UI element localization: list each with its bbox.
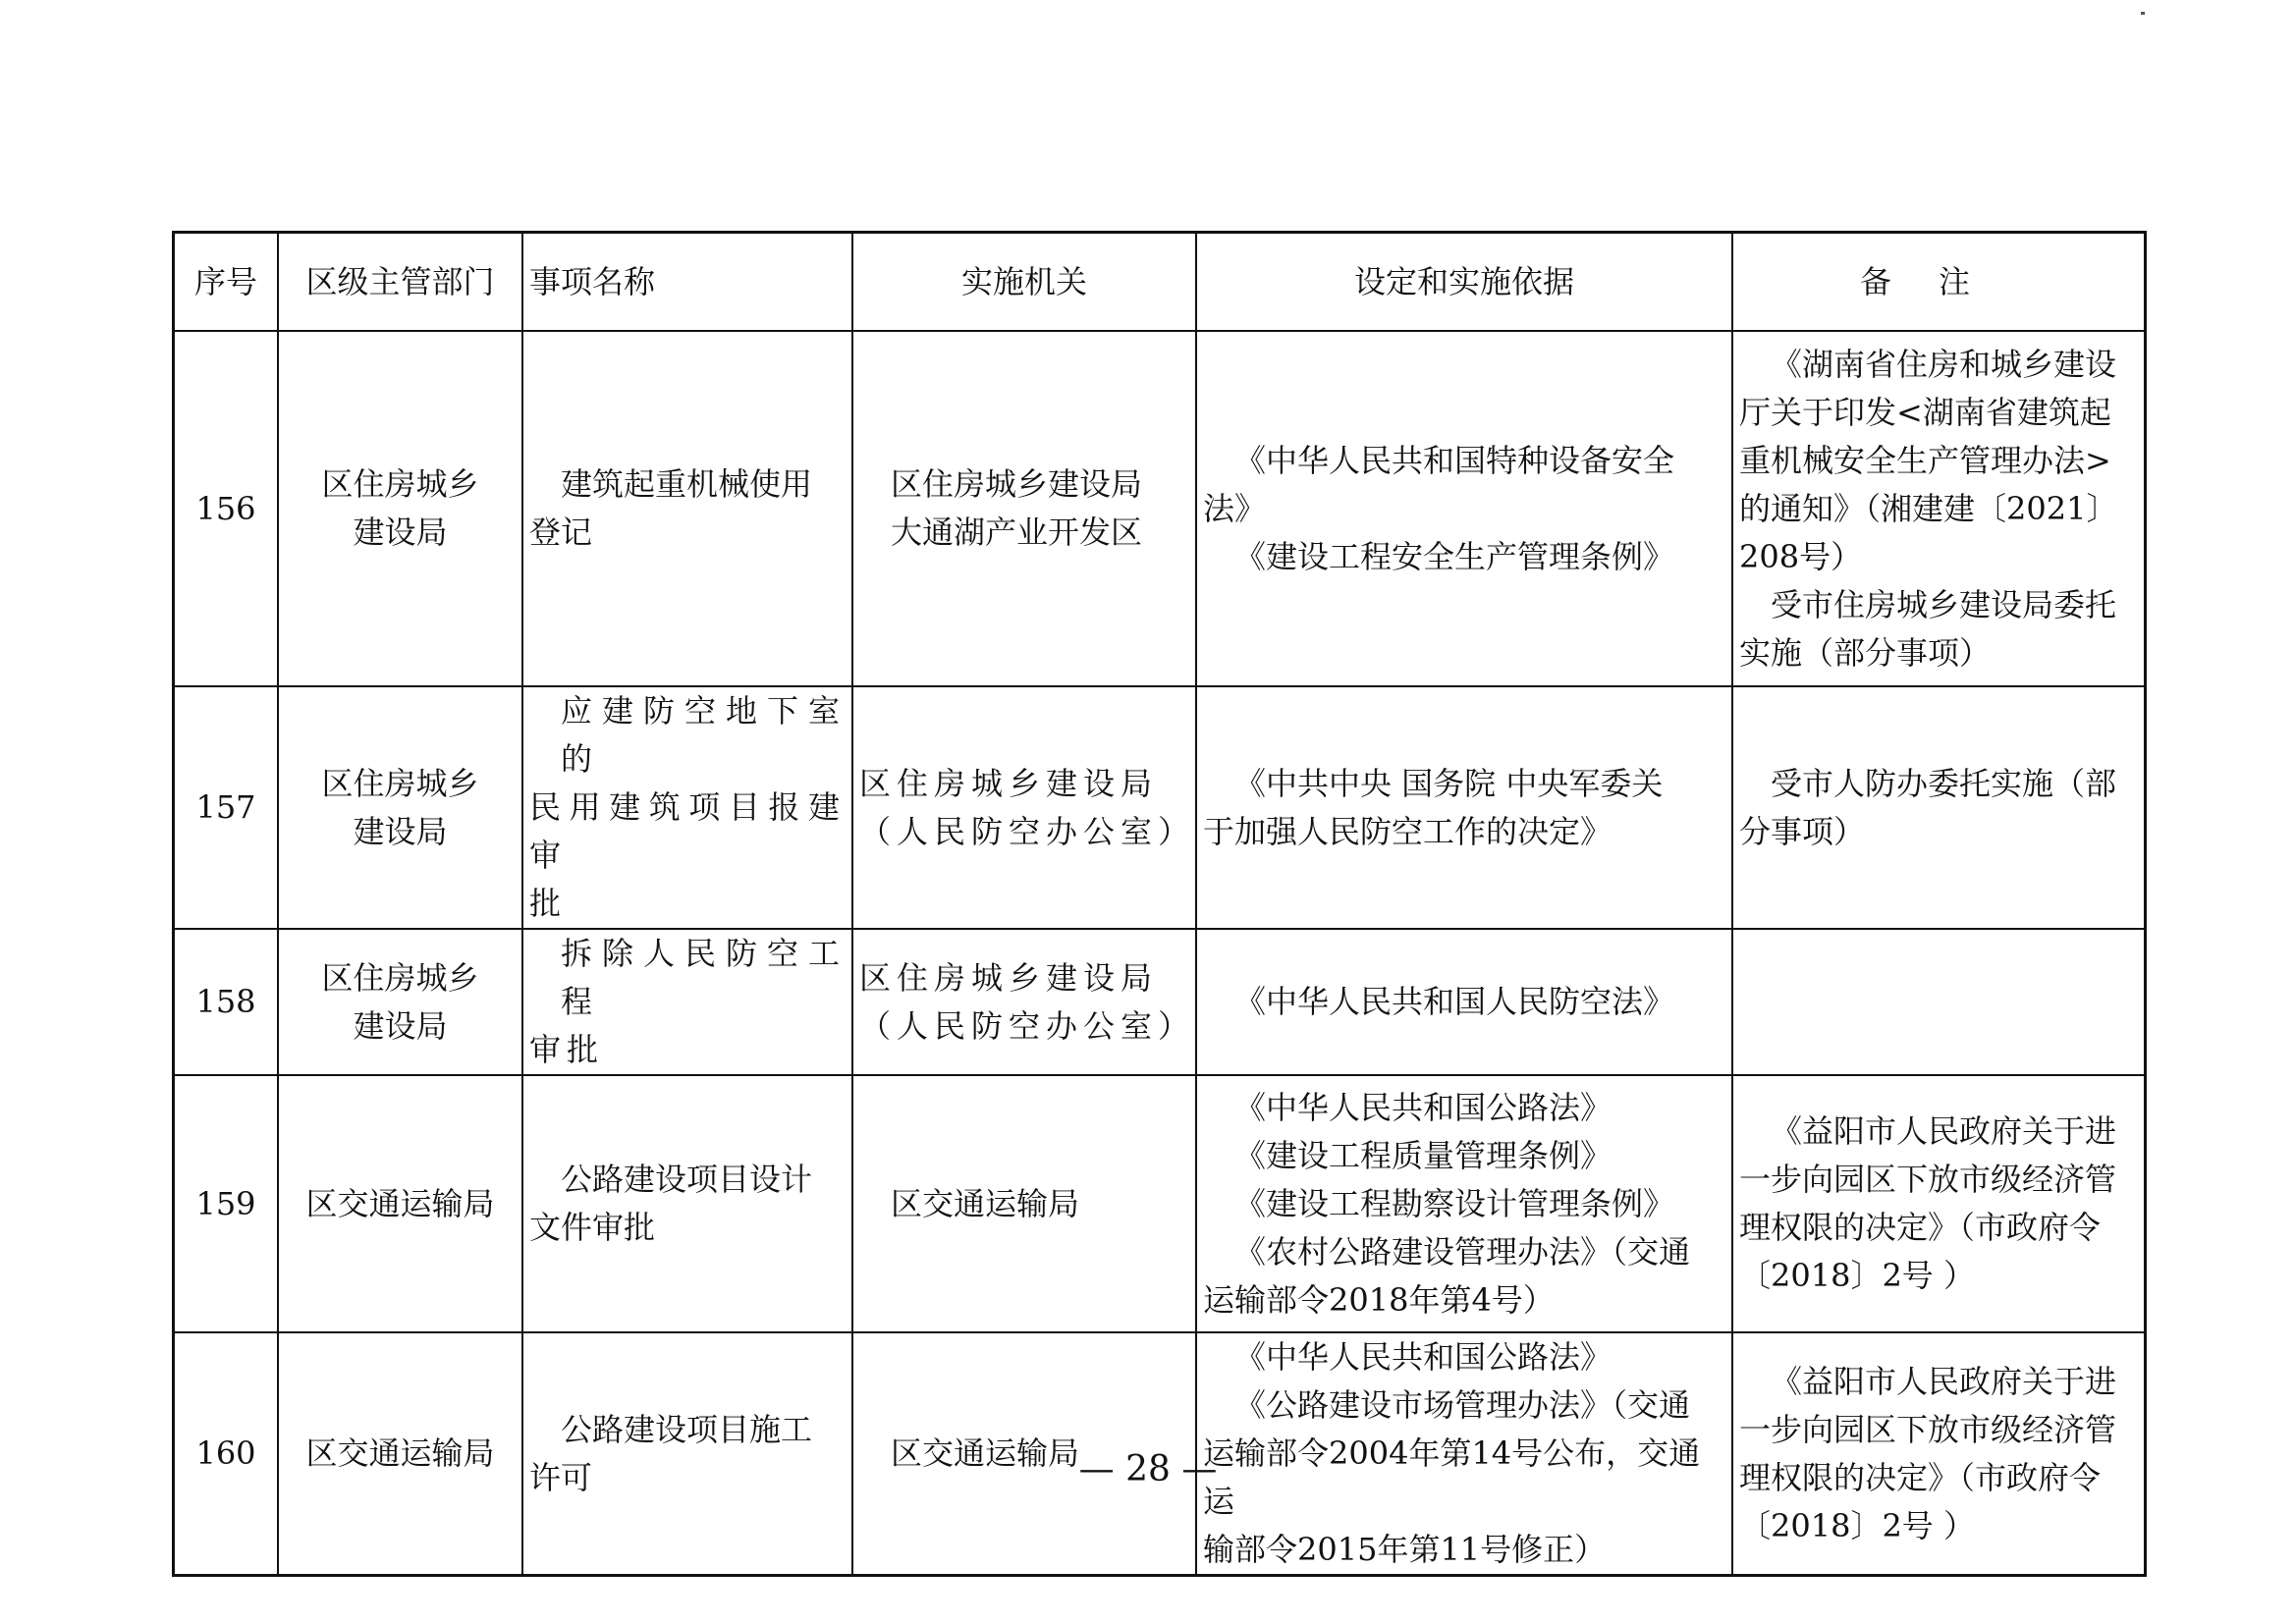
item-cell — [522, 686, 852, 929]
dept-cell-line: 区住房城乡 — [321, 764, 479, 802]
note-cell-line: 〔2018〕2号 ） — [1739, 1506, 1975, 1544]
note-cell-line: 〔2018〕2号 ） — [1739, 1257, 1975, 1294]
basis-cell-line: 《公路建设市场管理办法》（交通 — [1234, 1386, 1691, 1424]
header-basis: 设定和实施依据 — [1196, 233, 1732, 332]
basis-cell-line: 于加强人民防空工作的决定》 — [1203, 812, 1613, 850]
note-cell-line: 厅关于印发<湖南省建筑起 — [1739, 393, 2111, 431]
note-cell-line: 重机械安全生产管理办法> — [1739, 441, 2111, 479]
basis-cell-line: 《农村公路建设管理办法》（交通 — [1234, 1232, 1691, 1271]
basis-cell — [1196, 331, 1732, 686]
item-cell-line: 批 — [529, 885, 568, 922]
row-number: 158 — [174, 929, 279, 1075]
row-number: 157 — [174, 686, 279, 929]
basis-cell-line: 运输部令2004年第14号公布，交通运 — [1203, 1434, 1701, 1520]
item-cell — [522, 1075, 852, 1332]
item-cell-line: 拆除人民防空工程 — [561, 935, 846, 1020]
dept-cell-line: 建设局 — [353, 1006, 448, 1045]
note-cell — [1732, 1075, 2146, 1332]
item-cell-line: 公路建设项目设计 — [561, 1161, 813, 1198]
basis-cell-line: 《中共中央 国务院 中央军委关 — [1234, 764, 1664, 802]
note-cell-line: 《益阳市人民政府关于进 — [1771, 1362, 2117, 1400]
item-cell — [522, 331, 852, 686]
basis-cell-line: 《中华人民共和国公路法》 — [1234, 1338, 1613, 1376]
table-row — [174, 1075, 2146, 1332]
basis-cell-line: 法》 — [1203, 489, 1267, 527]
header-dept: 区级主管部门 — [278, 233, 522, 332]
basis-cell-line: 运输部令2018年第4号） — [1203, 1280, 1555, 1319]
header-item: 事项名称 — [522, 233, 852, 332]
item-cell — [522, 929, 852, 1075]
note-cell-line: 理权限的决定》（市政府令 — [1739, 1458, 2102, 1496]
row-number: 160 — [174, 1332, 279, 1576]
item-cell-line: 审批 — [529, 1031, 605, 1068]
basis-cell-line: 《建设工程勘察设计管理条例》 — [1234, 1184, 1675, 1222]
table-row — [174, 929, 2146, 1075]
header-note: 备注 — [1732, 233, 2146, 332]
basis-cell-line: 《建设工程安全生产管理条例》 — [1234, 537, 1675, 575]
note-cell-line: 208号） — [1739, 537, 1863, 575]
page-number: — 28 — — [1078, 1449, 1218, 1489]
note-cell-line: 《益阳市人民政府关于进 — [1771, 1112, 2117, 1150]
org-cell — [852, 929, 1196, 1075]
item-cell-line: 民用建筑项目报建审 — [529, 788, 846, 874]
item-cell-line: 文件审批 — [529, 1209, 656, 1246]
basis-cell-line: 《中华人民共和国公路法》 — [1234, 1088, 1613, 1126]
note-cell-line: 分事项） — [1739, 812, 1866, 850]
basis-cell-line: 《建设工程质量管理条例》 — [1234, 1136, 1613, 1174]
note-cell-line: 一步向园区下放市级经济管 — [1739, 1161, 2117, 1198]
note-cell-line: 受市住房城乡建设局委托 — [1771, 585, 2117, 623]
org-cell — [852, 1075, 1196, 1332]
note-cell — [1732, 929, 2146, 1075]
table-header-row — [174, 233, 2146, 332]
items-table — [172, 231, 2147, 1577]
dept-cell-line: 区交通运输局 — [305, 1184, 495, 1222]
dept-cell-line: 建设局 — [353, 812, 448, 850]
dept-cell — [278, 686, 522, 929]
note-cell-line: 的通知》（湘建建〔2021〕 — [1739, 489, 2118, 527]
basis-cell — [1196, 1075, 1732, 1332]
basis-cell-line: 输部令2015年第11号修正） — [1203, 1531, 1607, 1568]
note-cell — [1732, 686, 2146, 929]
note-cell-line: 《湖南省住房和城乡建设 — [1771, 345, 2117, 383]
item-cell-line: 公路建设项目施工 — [561, 1410, 813, 1448]
row-number: 156 — [174, 331, 279, 686]
scan-speck — [2141, 12, 2145, 15]
note-cell-line: 实施（部分事项） — [1739, 633, 1992, 672]
org-cell-line: （人民防空办公室） — [859, 1006, 1196, 1045]
basis-cell — [1196, 686, 1732, 929]
note-cell-line: 受市人防办委托实施（部 — [1771, 764, 2117, 802]
dept-cell — [278, 1075, 522, 1332]
org-cell-line: （人民防空办公室） — [859, 812, 1196, 850]
dept-cell-line: 区交通运输局 — [305, 1434, 495, 1472]
header-no: 序号 — [174, 233, 279, 332]
basis-cell — [1196, 929, 1732, 1075]
note-cell-line: 一步向园区下放市级经济管 — [1739, 1410, 2117, 1448]
row-number: 159 — [174, 1075, 279, 1332]
note-cell-line: 理权限的决定》（市政府令 — [1739, 1209, 2102, 1246]
org-cell-line: 区住房城乡建设局 — [891, 465, 1143, 503]
org-cell-line: 区住房城乡建设局 — [859, 958, 1159, 997]
header-org: 实施机关 — [852, 233, 1196, 332]
org-cell-line: 区交通运输局 — [891, 1434, 1080, 1472]
item-cell-line: 应建防空地下室的 — [561, 692, 846, 778]
basis-cell-line: 《中华人民共和国人民防空法》 — [1234, 983, 1675, 1020]
dept-cell-line: 区住房城乡 — [321, 465, 479, 503]
basis-cell-line: 《中华人民共和国特种设备安全 — [1234, 441, 1675, 479]
item-cell-line: 建筑起重机械使用 — [561, 465, 813, 503]
dept-cell — [278, 331, 522, 686]
org-cell-line: 大通湖产业开发区 — [891, 514, 1143, 551]
item-cell-line: 登记 — [529, 514, 593, 551]
table-row — [174, 331, 2146, 686]
item-cell-line: 许可 — [529, 1458, 593, 1496]
org-cell — [852, 686, 1196, 929]
dept-cell-line: 区住房城乡 — [321, 958, 479, 997]
table-row — [174, 686, 2146, 929]
org-cell — [852, 331, 1196, 686]
note-cell — [1732, 331, 2146, 686]
org-cell-line: 区住房城乡建设局 — [859, 764, 1159, 802]
dept-cell — [278, 929, 522, 1075]
dept-cell-line: 建设局 — [353, 514, 448, 551]
org-cell-line: 区交通运输局 — [891, 1184, 1080, 1222]
